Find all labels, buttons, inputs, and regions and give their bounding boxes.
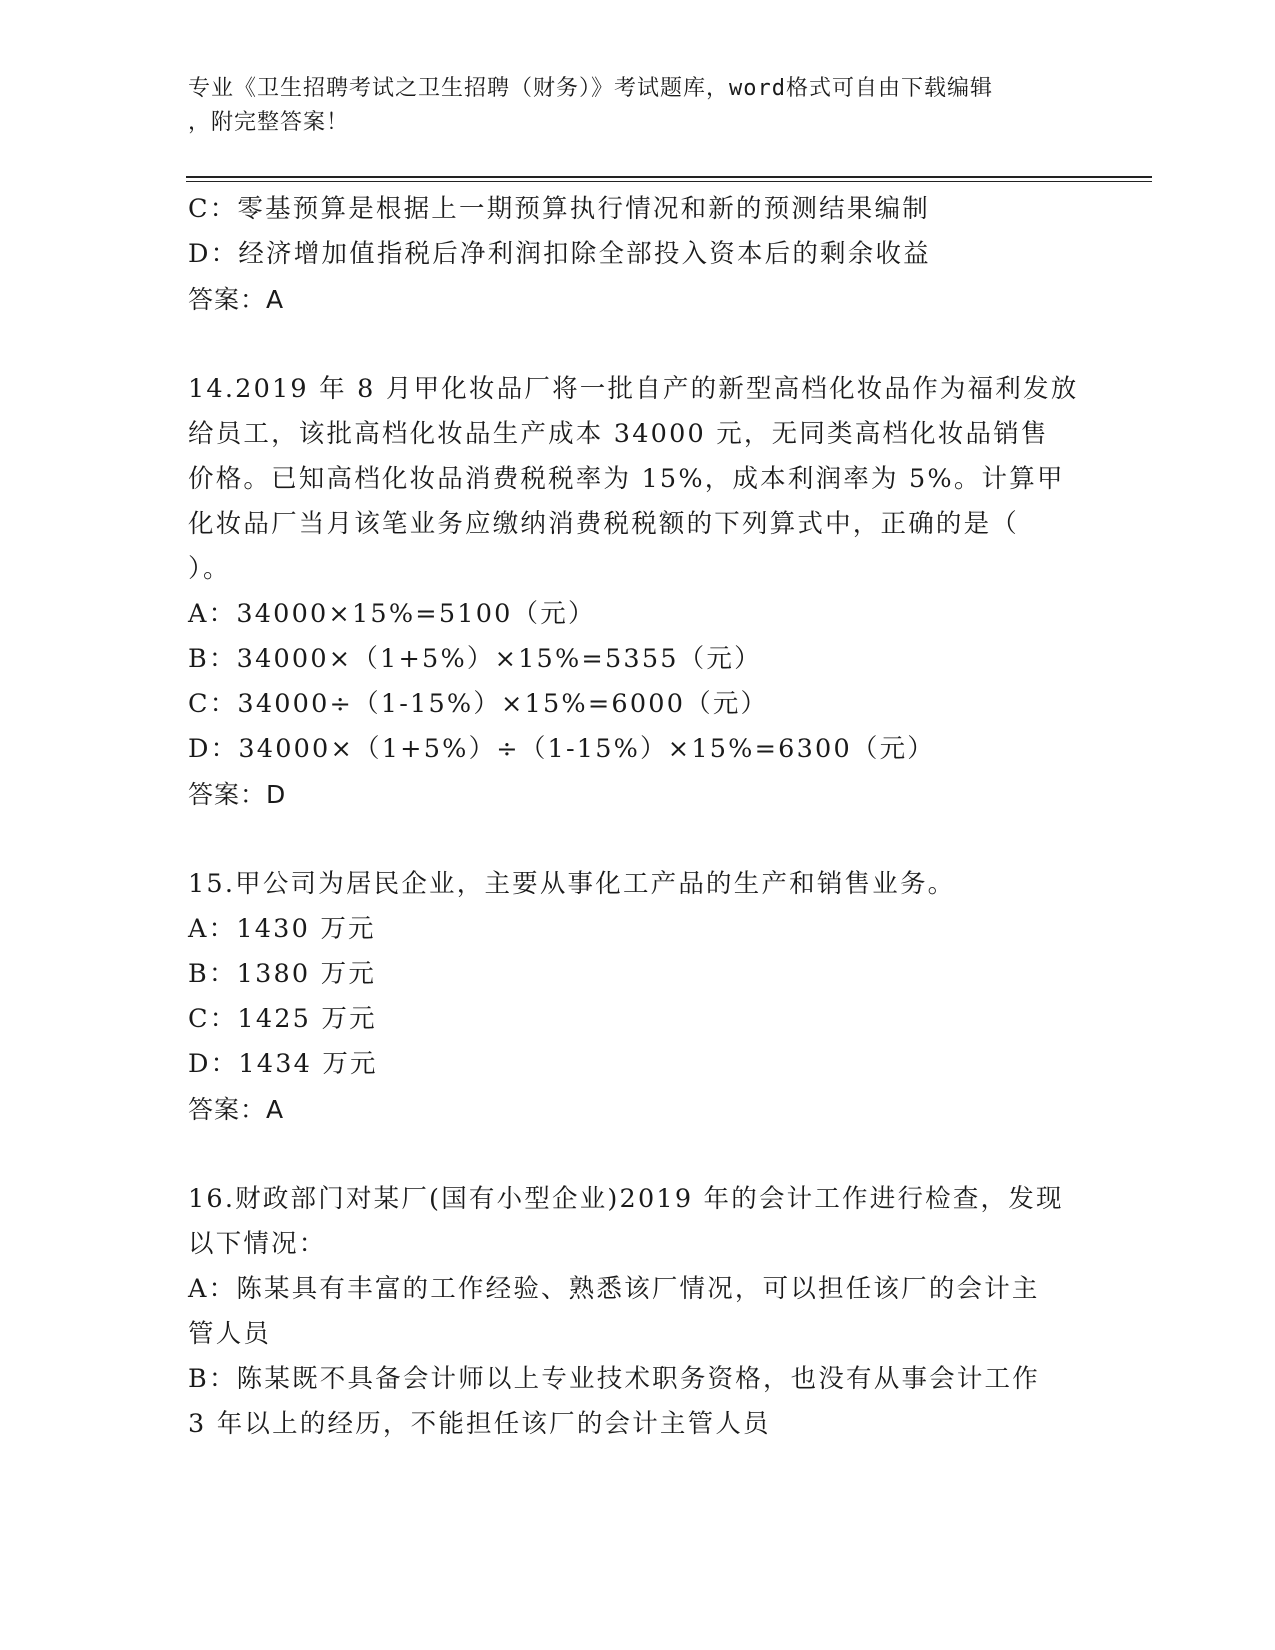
q13-option-d: D：经济增加值指税后净利润扣除全部投入资本后的剩余收益 <box>188 239 931 269</box>
q15-option-b: B：1380 万元 <box>188 959 377 989</box>
q14-stem-line-2: 给员工，该批高档化妆品生产成本 34000 元，无同类高档化妆品销售 <box>188 419 1049 449</box>
question-content <box>188 187 1088 1447</box>
q15-option-c: C：1425 万元 <box>188 1004 377 1034</box>
q13-option-c: C：零基预算是根据上一期预算执行情况和新的预测结果编制 <box>188 194 930 224</box>
q14-stem-line-4: 化妆品厂当月该笔业务应缴纳消费税税额的下列算式中，正确的是（ <box>188 509 1020 539</box>
question-15 <box>188 862 1088 1132</box>
q16-option-a-line-1: A：陈某具有丰富的工作经验、熟悉该厂情况，可以担任该厂的会计主 <box>188 1274 1040 1304</box>
q14-stem-line-3: 价格。已知高档化妆品消费税税率为 15%，成本利润率为 5%。计算甲 <box>188 464 1065 494</box>
question-16 <box>188 1177 1088 1447</box>
q15-option-d: D：1434 万元 <box>188 1049 378 1079</box>
q15-answer: 答案：A <box>188 1095 285 1124</box>
question-13-tail <box>188 187 1088 322</box>
q14-answer: 答案：D <box>188 780 287 809</box>
q14-option-d: D：34000×（1+5%）÷（1-15%）×15%=6300（元） <box>188 734 935 764</box>
q14-stem-line-5: ）。 <box>188 554 231 584</box>
q16-option-b-line-2: 3 年以上的经历，不能担任该厂的会计主管人员 <box>188 1409 771 1439</box>
q14-option-c: C：34000÷（1-15%）×15%=6000（元） <box>188 689 769 719</box>
q14-option-b: B：34000×（1+5%）×15%=5355（元） <box>188 644 762 674</box>
spacer <box>188 1132 1088 1177</box>
document-header <box>188 72 1068 140</box>
q13-answer: 答案：A <box>188 285 285 314</box>
q15-option-a: A：1430 万元 <box>188 914 376 944</box>
q16-stem-line-1: 16.财政部门对某厂(国有小型企业)2019 年的会计工作进行检查，发现 <box>188 1184 1064 1214</box>
q16-stem-line-2: 以下情况： <box>188 1229 327 1259</box>
header-title-line-1: 专业《卫生招聘考试之卫生招聘（财务）》考试题库，word格式可自由下载编辑 <box>188 76 993 101</box>
q15-stem-line-1: 15.甲公司为居民企业，主要从事化工产品的生产和销售业务。 <box>188 869 956 899</box>
spacer <box>188 817 1088 862</box>
header-divider-thick <box>186 176 1152 178</box>
q16-option-b-line-1: B：陈某既不具备会计师以上专业技术职务资格，也没有从事会计工作 <box>188 1364 1040 1394</box>
header-title-line-2: ，附完整答案！ <box>188 110 350 135</box>
q14-stem-line-1: 14.2019 年 8 月甲化妆品厂将一批自产的新型高档化妆品作为福利发放 <box>188 374 1079 404</box>
q14-option-a: A：34000×15%=5100（元） <box>188 599 596 629</box>
question-14 <box>188 367 1088 817</box>
spacer <box>188 322 1088 367</box>
header-divider-thin <box>186 181 1152 182</box>
q16-option-a-line-2: 管人员 <box>188 1319 272 1349</box>
